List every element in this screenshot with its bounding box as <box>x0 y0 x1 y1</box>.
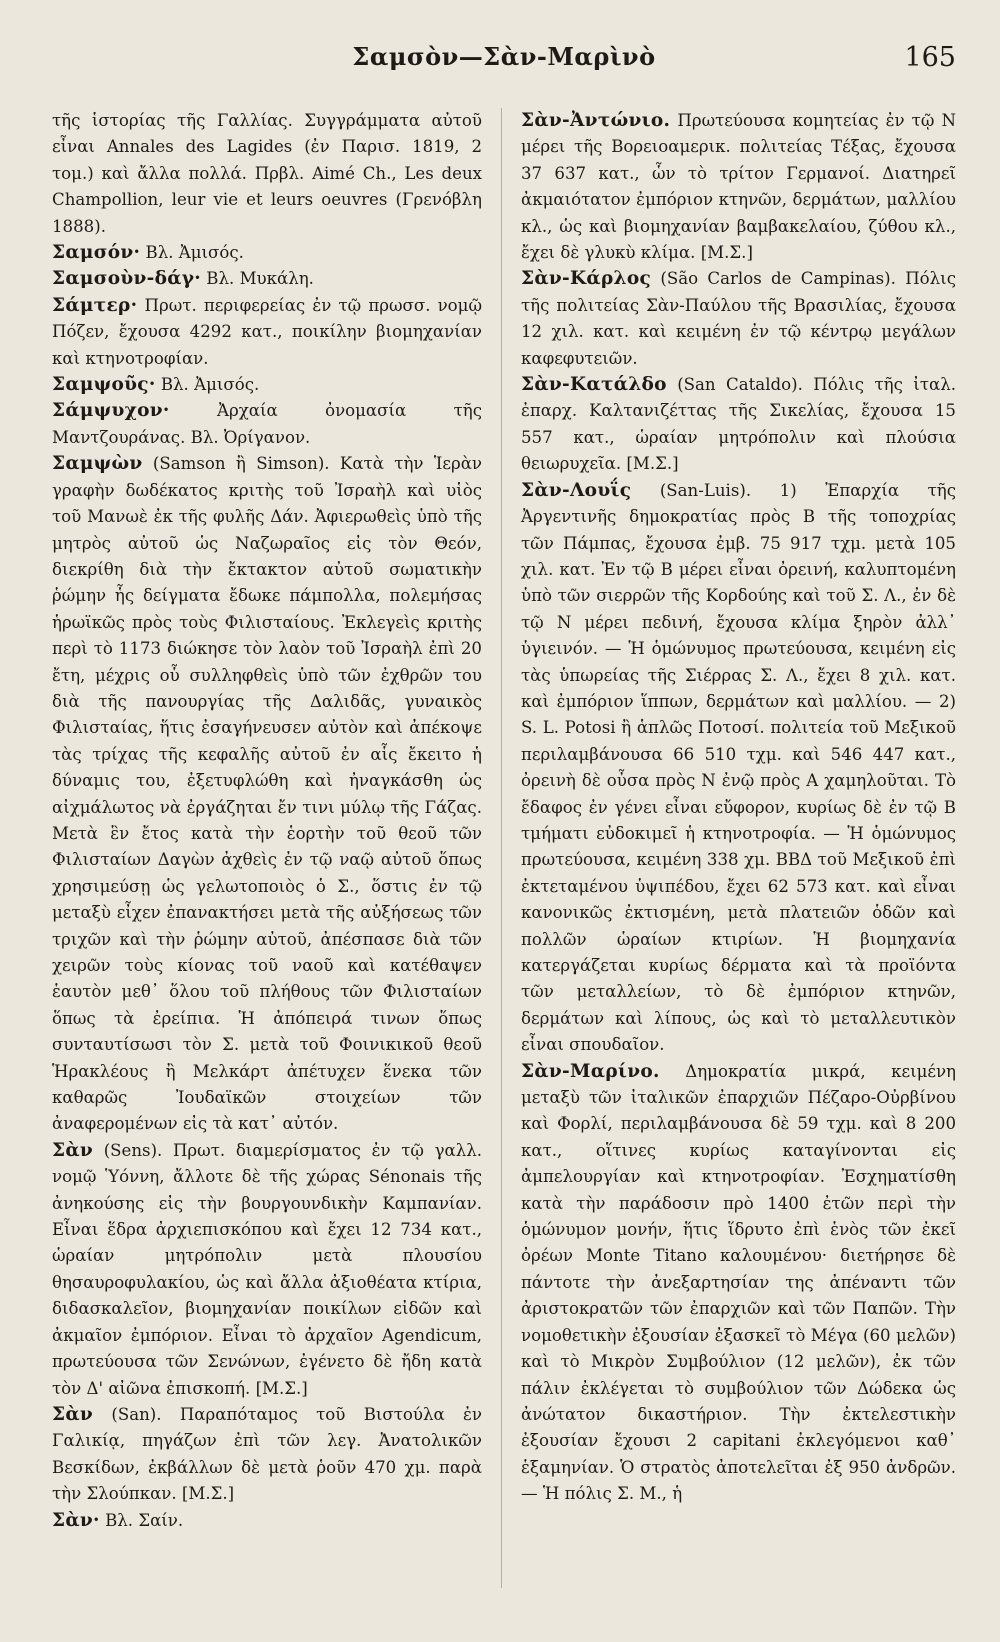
headword: Σαμσόν· <box>52 242 141 264</box>
headword: Σὰν <box>52 1139 94 1161</box>
entry-san-luis <box>521 478 956 1059</box>
entry-san-antonio <box>521 108 956 266</box>
column-divider <box>501 108 502 1588</box>
running-head <box>52 42 956 82</box>
headword: Σὰν <box>52 1403 94 1425</box>
entry-san-river <box>52 1402 482 1508</box>
headword: Σὰν-Λουΐς <box>521 479 632 501</box>
entry-san-cataldo <box>521 372 956 478</box>
entry-samson <box>52 240 482 266</box>
right-column <box>521 108 956 1588</box>
headword: Σαμψὼν <box>52 453 143 475</box>
entry-text: Δημοκρατία μικρά, κειμένη μεταξὺ τῶν ἰταλικῶν ἐπαρχιῶν Πέζαρο-Οὐρβίνου καὶ Φορλί, περιλαμβάνουσα δὲ 59 τχμ. καὶ 8 200 κατ., οἵτινες κυρίως καταγίνονται εἰς ἀμπελουργίαν καὶ κτηνοτροφίαν. Ἐσχηματίσθη κατὰ τὴν παράδοσιν πρὸ 1400 ἐτῶν περὶ τὴν ὁμώνυμον μονήν, ἥτις ἵδρυτο ἐπὶ ἑνὸς τῶν ἐκεῖ ὀρέων Monte Titano καλουμένου· διετήρησε δὲ πάντοτε τὴν ἀνεξαρτησίαν της ἀπέναντι τῶν ἀριστοκρατῶν τῶν ἐπαρχιῶν καὶ τῶν Παπῶν. Τὴν νομοθετικὴν ἐξουσίαν ἐξασκεῖ τὸ Μέγα (60 μελῶν) καὶ τὸ Μικρὸν Συμβούλιον (12 μελῶν), ἐκ τῶν πάλιν ἐκλέγεται τὸ συμβούλιον τῶν Δώδεκα ὡς ἀνώτατον δικαστήριον. Τὴν ἐκτελεστικὴν ἐξουσίαν ἔχουσι 2 capitani ἐκλεγόμενοι καθ᾿ ἑξαμηνίαν. Ὁ στρατὸς ἀποτελεῖται ἐξ 950 ἀνδρῶν. — Ἡ πόλις Σ. Μ., ἡ <box>521 1061 956 1504</box>
headword: Σὰν-Μαρίνο. <box>521 1060 660 1082</box>
entry-text: Βλ. Ἀμισός. <box>140 243 244 263</box>
entry-text: τῆς ἱστορίας τῆς Γαλλίας. Συγγράμματα αὐτοῦ εἶναι Annales des Lagides (ἐν Παρισ. 1819, 2 τομ.) καὶ ἄλλα πολλά. Πρβλ. Aimé Ch., Les deux Champollion, leur vie et leurs oeuvres (Γρενόβλη 1888). <box>52 111 482 236</box>
entry-text: Πρωτ. περιφερείας ἐν τῷ πρωσσ. νομῷ Πόζεν, ἔχουσα 4292 κατ., ποικίλην βιομηχανίαν καὶ κτηνοτροφίαν. <box>52 295 482 368</box>
entry-text: (San). Παραπόταμος τοῦ Βιστούλα ἐν Γαλικίᾳ, πηγάζων ἐπὶ τῶν λεγ. Ἀνατολικῶν Βεσκίδων, ἐκβάλλων δὲ μετὰ ῥοῦν 470 χμ. παρὰ τὴν Σλούπκαν. [Μ.Σ.] <box>52 1404 482 1504</box>
entry-san-carlos <box>521 266 956 372</box>
entry-sampsous <box>52 372 482 398</box>
headword: Σάμψυχον· <box>52 400 170 422</box>
headword: Σὰν· <box>52 1509 100 1531</box>
entry-samter <box>52 293 482 372</box>
entry-text: (Samson ἢ Simson). Κατὰ τὴν Ἱερὰν γραφὴν δωδέκατος κριτὴς τοῦ Ἰσραὴλ καὶ υἱὸς τοῦ Μανωὲ ἐκ τῆς φυλῆς Δάν. Ἀφιερωθεὶς ὑπὸ τῆς μητρὸς αὐτοῦ ὡς Ναζωραῖος εἰς τὸν Θεόν, διεκρίθη διὰ τὴν ἔκτακτον αὐτοῦ σωματικὴν ῥώμην ἧς δείγματα ἔδωκε πάμπολλα, πολεμήσας ἡρωϊκῶς πρὸς τοὺς Φιλισταίους. Ἐκλεγεὶς κριτὴς περὶ τὸ 1173 διώκησε τὸν λαὸν τοῦ Ἰσραὴλ ἐπὶ 20 ἔτη, μέχρις οὗ συλληφθεὶς ὑπὸ τῶν ἐχθρῶν του διὰ τῆς πανουργίας τῆς Δαλιδᾶς, γυναικὸς Φιλισταίας, ἥτις ἐσαγήνευσεν αὐτὸν καὶ ἀπέκοψε τὰς τρίχας τῆς κεφαλῆς αὐτοῦ ἐν αἷς ἔκειτο ἡ δύναμις του, ἐξετυφλώθη καὶ ἠναγκάσθη ὡς αἰχμάλωτος νὰ ἐργάζηται ἔν τινι μύλῳ τῆς Γάζας. Μετὰ ἓν ἔτος κατὰ τὴν ἑορτὴν τοῦ θεοῦ τῶν Φιλισταίων Δαγὼν ἀχθεὶς ἐν τῷ ναῷ αὐτοῦ ὅπως χρησιμεύσῃ ὡς γελωτοποιὸς ὁ Σ., ὅστις ἐν τῷ μεταξὺ εἶχεν ἐπανακτήσει μετὰ τῆς αὐξήσεως τῶν τριχῶν καὶ τὴν ῥώμην αὐτοῦ, ἀπέσπασε διὰ τῶν χειρῶν τοὺς κίονας τοῦ ναοῦ καὶ κατέθαψεν ἑαυτὸν μεθ᾿ ὅλου τοῦ πλήθους τῶν Φιλισταίων ὅπως τὰ ἐρείπια. Ἡ ἀπόπειρά τινων ὅπως συνταυτίσωσι τὸν Σ. μετὰ τοῦ Φοινικικοῦ θεοῦ Ἡρακλέους ἢ Μελκάρτ ἀπέτυχεν ἕνεκα τῶν καθαρῶς Ἰουδαϊκῶν στοιχείων τῶν ἀναφερομένων εἰς τὰ κατ᾿ αὐτόν. <box>52 454 482 1134</box>
headword: Σαμσοὺν-δάγ· <box>52 268 202 290</box>
entry-text: Πρωτεύουσα κομητείας ἐν τῷ Ν μέρει τῆς Βορειοαμερικ. πολιτείας Τέξας, ἔχουσα 37 637 κατ., ὧν τὸ τρίτον Γερμανοί. Διατηρεῖ ἀκμαιότατον ἐμπόριον κτηνῶν, δερμάτων, μαλλίου κλ., ὡς καὶ βιομηχανίαν βαμβακελαίου, ζύθου κλ., ἔχει δὲ γλυκὺ κλίμα. [Μ.Σ.] <box>521 111 956 263</box>
entry-san-marino <box>521 1059 956 1508</box>
page-number: 165 <box>904 42 956 73</box>
headword: Σαμψοῦς· <box>52 374 156 396</box>
running-title: Σαμσὸν—Σὰν-Μαρὶνὸ <box>352 42 656 71</box>
entry-text: (San-Luis). 1) Ἐπαρχία τῆς Ἀργεντινῆς δημοκρατίας πρὸς Β τῆς τοποχρίας τῶν Πάμπας, ἔχουσα ἐμβ. 75 917 τχμ. μετὰ 105 χιλ. κατ. Ἐν τῷ Β μέρει εἶναι ὀρεινή, καλυπτομένη ὑπὸ τῶν σιερρῶν τῆς Κορδούης καὶ τοῦ Σ. Λ., ἐν δὲ τῷ Ν μέρει πεδινή, ἔχουσα κλίμα ξηρὸν ἀλλ᾿ ὑγιεινόν. — Ἡ ὁμώνυμος πρωτεύουσα, κειμένη εἰς τὰς ὑπωρείας τῆς Σιέρρας Σ. Λ., ἔχει 8 χιλ. κατ. καὶ ἐμπόριον ἵππων, δερμάτων καὶ μαλλίου. — 2) S. L. Potosi ἢ ἁπλῶς Ποτοσί. πολιτεία τοῦ Μεξικοῦ περιλαμβάνουσα 66 510 τχμ. καὶ 546 447 κατ., ὀρεινὴ δὲ οὖσα πρὸς Ν ἐνῷ πρὸς Α χαμηλοῦται. Τὸ ἔδαφος ἐν γένει εἶναι εὔφορον, κυρίως δὲ ἐν τῷ Β τμήματι εὐδοκιμεῖ ἡ κτηνοτροφία. — Ἡ ὁμώνυμος πρωτεύουσα, κειμένη 338 χμ. ΒΒΔ τοῦ Μεξικοῦ ἐπὶ ἐκτεταμένου ὑψιπέδου, ἔχει 62 573 κατ. καὶ εἶναι κανονικῶς ἐκτισμένη, μετὰ πλατειῶν ὁδῶν καὶ πολλῶν ὡραίων κτιρίων. Ἡ βιομηχανία κατεργάζεται κυρίως δέρματα καὶ τὰ προϊόντα τῶν μεταλλείων, τὸ δὲ ἐμπόριον κτηνῶν, δερμάτων καὶ λίπους, ὡς καὶ τὸ μεταλλευτικὸν εἶναι σπουδαῖον. <box>521 480 956 1055</box>
headword: Σὰν-Κατάλδο <box>521 374 667 396</box>
entry-text: Βλ. Σαίν. <box>99 1510 184 1530</box>
entry-continuation <box>52 108 482 240</box>
entry-sampsychon <box>52 398 482 451</box>
headword: Σὰν-Ἀντώνιο. <box>521 110 671 131</box>
entry-text: (San Cataldo). Πόλις τῆς ἰταλ. ἐπαρχ. Καλτανιζέττας τῆς Σικελίας, ἔχουσα 15 557 κατ., ὡραίαν μητρόπολιν καὶ πλούσια θειωρυχεῖα. [Μ.Σ.] <box>521 375 956 474</box>
headword: Σὰν-Κάρλος <box>521 268 652 290</box>
entry-text: (São Carlos de Campinas). Πόλις τῆς πολιτείας Σὰν-Παύλου τῆς Βρασιλίας, ἔχουσα 12 χιλ. κατ. καὶ κειμένη ἐν τῷ κέντρῳ μεγάλων καφεφυτειῶν. <box>521 269 956 368</box>
entry-text: Ἀρχαία ὀνομασία τῆς Μαντζουράνας. Βλ. Ὀρίγανον. <box>52 401 482 447</box>
entry-samsun-dag <box>52 266 482 292</box>
headword: Σάμτερ· <box>52 294 138 316</box>
text-columns <box>52 108 956 1588</box>
entry-san-see <box>52 1508 482 1534</box>
entry-text: Βλ. Μυκάλη. <box>201 269 314 289</box>
entry-text: Βλ. Ἀμισός. <box>155 375 260 395</box>
entry-sampson <box>52 451 482 1138</box>
entry-text: (Sens). Πρωτ. διαμερίσματος ἐν τῷ γαλλ. νομῷ Ὑόννη, ἄλλοτε δὲ τῆς χώρας Sénonais τῆς ἀνηκούσης εἰς τὴν βουργουνδικὴν Καμπανίαν. Εἶναι ἕδρα ἀρχιεπισκόπου καὶ ἔχει 12 734 κατ., ὡραίαν μητρόπολιν μετὰ πλουσίου θησαυροφυλακίου, ὡς καὶ ἄλλα ἀξιοθέατα κτίρια, διδασκαλεῖον, βιομηχανίαν ποικίλων εἰδῶν καὶ ἀκμαῖον ἐμπόριον. Εἶναι τὸ ἀρχαῖον Agendicum, πρωτεύουσα τῶν Σενώνων, ἐγένετο δὲ ἤδη κατὰ τὸν Δ' αἰῶνα ἐπισκοπή. [Μ.Σ.] <box>52 1140 482 1398</box>
left-column <box>52 108 482 1588</box>
entry-sens <box>52 1138 482 1402</box>
